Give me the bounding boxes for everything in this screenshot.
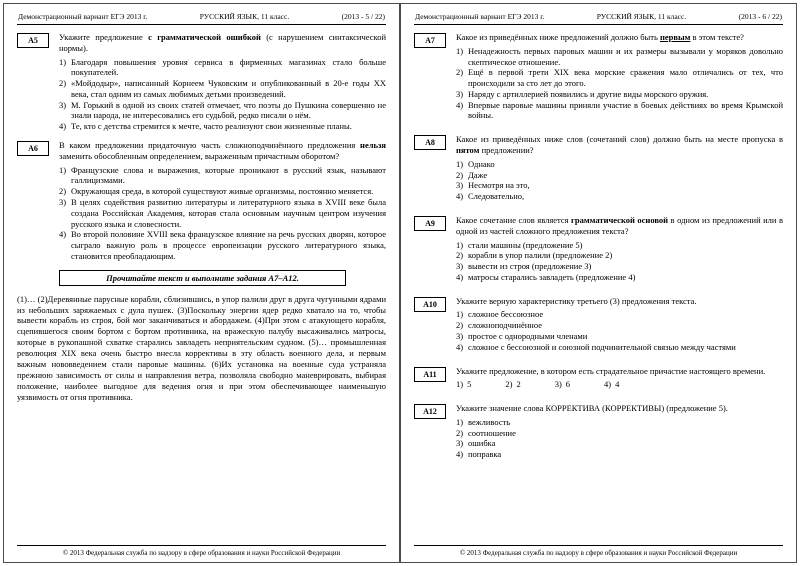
option-text: Несмотря на это, — [468, 180, 530, 191]
option-number: 4) — [456, 341, 464, 352]
question-post: в этом тексте? — [690, 32, 744, 42]
question-pre: Укажите верную характеристику третьего (3) предложения текста. — [456, 295, 697, 306]
option-number: 2) — [456, 250, 464, 261]
task-a8 — [414, 134, 783, 202]
option-text: Даже — [468, 169, 488, 180]
question-pre: Укажите значение слова КОРРЕКТИВА (КОРРЕКТИВЫ) (предложение 5). — [456, 403, 728, 414]
option — [456, 342, 783, 353]
option — [505, 379, 520, 390]
option — [456, 449, 783, 460]
option-text: Следовательно, — [468, 191, 525, 202]
exam-page-5 — [3, 3, 400, 563]
option — [456, 191, 783, 202]
task-a9 — [414, 215, 783, 283]
option-number: 1) — [456, 309, 464, 320]
task-a5-body — [59, 32, 386, 132]
option-text: 2 — [516, 379, 521, 390]
task-a7-options — [456, 46, 783, 121]
option — [456, 320, 783, 331]
option — [59, 121, 386, 132]
option — [456, 46, 783, 68]
task-a6-options — [59, 165, 386, 262]
option-text: Окружающая среда, в которой существуют живые организмы, постоянно меняется. — [71, 186, 374, 197]
question-pre: Какое из приведённых ниже слов (сочетаний слов) должно быть на месте пропуска в — [456, 134, 783, 145]
option-text: Однако — [468, 158, 495, 169]
instruction-box: Прочитайте текст и выполните задания А7–А12. — [59, 270, 346, 286]
option-text: 5 — [467, 379, 472, 390]
option — [456, 180, 783, 191]
option — [456, 272, 783, 283]
option — [456, 250, 783, 261]
option-text: «Мойдодыр», написанный Корнеем Чуковским и опубликованный в 20-е годы XX века, стал одним из самых любимых детьми произведений. — [71, 78, 386, 99]
page-header — [414, 11, 783, 25]
option-text: стали машины (предложение 5) — [468, 239, 583, 250]
option-number: 3) — [59, 99, 67, 110]
task-a12-body — [456, 403, 783, 460]
question-pre: Какое из приведённых ниже предложений должно быть — [456, 32, 660, 42]
option-number: 1) — [59, 56, 67, 67]
task-a8-body — [456, 134, 783, 202]
option-text: матросы старались завладеть (предложение 4) — [468, 271, 636, 282]
option — [456, 100, 783, 122]
task-id-badge-a7: А7 — [414, 33, 446, 48]
option-number: 4) — [456, 99, 464, 110]
page-footer: © 2013 Федеральная служба по надзору в сфере образования и науки Российской Федерации — [414, 545, 783, 557]
option-number: 2) — [59, 78, 67, 89]
option — [456, 309, 783, 320]
option — [456, 240, 783, 251]
question-pre: Укажите предложение, в котором есть страдательное причастие настоящего времени. — [456, 365, 766, 376]
option-number: 1) — [59, 164, 67, 175]
task-a10-question — [456, 296, 783, 307]
task-id-badge-a8: А8 — [414, 135, 446, 150]
option-text: сложное бессоюзное — [468, 309, 544, 320]
exam-page-6 — [400, 3, 797, 563]
option-number: 4) — [456, 271, 464, 282]
option-text: 6 — [565, 379, 571, 390]
option-text: корабли в упор палили (предложение 2) — [468, 250, 613, 261]
question-pre: Какое сочетание слов является — [456, 214, 572, 225]
option — [59, 165, 386, 187]
option — [456, 89, 783, 100]
option-number: 1) — [456, 158, 464, 169]
task-a12-question — [456, 403, 783, 414]
option-text: Те, кто с детства стремится к мечте, часто реализуют свои жизненные планы. — [71, 121, 352, 132]
task-a6-question — [59, 140, 386, 162]
option-number: 1) — [456, 45, 464, 56]
option-number: 4) — [456, 449, 464, 460]
option — [59, 186, 386, 197]
option-number: 4) — [59, 121, 67, 132]
option — [456, 159, 783, 170]
option — [456, 170, 783, 181]
task-a11-question — [456, 366, 783, 377]
task-a11 — [414, 366, 783, 391]
option-text: вывести из строя (предложение 3) — [468, 261, 592, 272]
question-post: (с нарушением синтаксической нормы). — [59, 32, 386, 53]
task-a10-body — [456, 296, 783, 353]
option-text: соотношение — [468, 427, 516, 438]
option-text: поправка — [468, 449, 502, 460]
option-number: 2) — [456, 67, 464, 78]
task-a9-body — [456, 215, 783, 283]
option — [59, 57, 386, 79]
option-number: 1) — [456, 416, 464, 427]
task-id-badge-a10: А10 — [414, 297, 446, 312]
option-number: 1) — [456, 239, 464, 250]
option-number: 3) — [456, 180, 464, 191]
option — [604, 379, 619, 390]
task-id-badge-a6: А6 — [17, 141, 49, 156]
option-text: Впервые паровые машины приняли участие в боевых действиях во время Крымской войны. — [468, 99, 783, 121]
option-number: 4) — [456, 191, 464, 202]
option — [59, 78, 386, 100]
header-page-ref: (2013 - 5 / 22) — [341, 12, 385, 21]
option-text: сложноподчинённое — [468, 320, 542, 331]
task-a11-body — [456, 366, 783, 391]
question-post: в одном из предложений или в одной из частей сложного предложения текста? — [456, 214, 783, 236]
task-a11-options — [456, 379, 783, 390]
option-number: 2) — [456, 320, 464, 331]
option-number: 2) — [505, 379, 513, 390]
option-number: 4) — [604, 379, 612, 390]
question-emphasis: грамматической основой — [571, 214, 669, 225]
option — [59, 197, 386, 229]
option — [456, 331, 783, 342]
task-a12-options — [456, 417, 783, 460]
option-text: вежливость — [468, 416, 511, 427]
question-post: заменить обособленным определением, выраженным причастным оборотом? — [59, 150, 340, 161]
question-emphasis: нельзя — [360, 140, 386, 151]
option — [456, 379, 471, 390]
option-text: Во второй половине XVIII века французское влияние на речь русских дворян, которое сыграло важную роль в процессе европеизации русского литературного языка, становится преобладающим. — [71, 229, 386, 261]
question-pre: В каком предложении придаточную часть сложноподчинённого предложения — [59, 140, 361, 151]
task-id-badge-a12: А12 — [414, 404, 446, 419]
task-a7 — [414, 32, 783, 121]
task-id-badge-a5: А5 — [17, 33, 49, 48]
option-number: 3) — [554, 379, 562, 390]
option-text: Ещё в первой трети XIX века морские сражения мало отличались от тех, что происходили за сто лет до этого. — [468, 67, 783, 89]
task-a8-options — [456, 159, 783, 202]
task-a8-question — [456, 134, 783, 156]
question-post: предложении? — [479, 145, 534, 156]
option-text: 4 — [615, 379, 620, 390]
task-a10-options — [456, 309, 783, 352]
option — [456, 438, 783, 449]
task-a6-body — [59, 140, 386, 262]
option-number: 3) — [59, 196, 67, 207]
task-a5 — [17, 32, 386, 132]
header-subject: РУССКИЙ ЯЗЫК, 11 класс. — [199, 12, 290, 21]
option — [59, 100, 386, 122]
task-a9-options — [456, 240, 783, 283]
option-text: простое с однородными членами — [468, 330, 588, 341]
header-title: Демонстрационный вариант ЕГЭ 2013 г. — [415, 12, 545, 21]
task-a12 — [414, 403, 783, 460]
task-id-badge-a9: А9 — [414, 216, 446, 231]
option-text: М. Горький в одной из своих статей отмечает, что поэты до Пушкина совершенно не знали народа, не интересовались его судьбой, редко писали о нём. — [71, 99, 386, 121]
option-text: В целях содействия развитию литературы и литературного языка в XVIII веке была создана Российская Академия, которая стала основным научным центром изучения русского языка и словесности. — [71, 196, 386, 229]
question-pre: Укажите предложение — [59, 32, 149, 42]
option-number: 3) — [456, 88, 464, 99]
task-a6 — [17, 140, 386, 262]
page-footer: © 2013 Федеральная служба по надзору в сфере образования и науки Российской Федерации — [17, 545, 386, 557]
question-emphasis: первым — [659, 32, 691, 42]
option-number: 2) — [59, 186, 67, 197]
option-number: 3) — [456, 261, 464, 272]
task-id-badge-a11: А11 — [414, 367, 446, 382]
option-text: Благодаря повышения уровня сервиса в фирменных магазинах стало больше покупателей. — [71, 56, 386, 78]
header-title: Демонстрационный вариант ЕГЭ 2013 г. — [18, 12, 148, 21]
page-header — [17, 11, 386, 25]
option-number: 2) — [456, 427, 464, 438]
option-number: 3) — [456, 330, 464, 341]
option-text: ошибка — [468, 438, 496, 449]
option-text: Наряду с артиллерией появились и другие виды морского оружия. — [468, 88, 709, 99]
option — [59, 229, 386, 261]
option — [555, 379, 570, 390]
option-number: 4) — [59, 229, 67, 240]
option — [456, 417, 783, 428]
option — [456, 428, 783, 439]
option-text: сложное с бессоюзной и союзной подчинительной связью между частями — [468, 341, 736, 352]
question-emphasis: пятом — [456, 145, 480, 156]
option-text: Французские слова и выражения, которые проникают в русский язык, называют галлицизмами. — [71, 164, 386, 186]
option-number: 1) — [456, 379, 464, 390]
task-a7-body — [456, 32, 783, 121]
task-a7-question — [456, 32, 783, 43]
header-subject: РУССКИЙ ЯЗЫК, 11 класс. — [596, 12, 687, 21]
option-number: 3) — [456, 438, 464, 449]
task-a9-question — [456, 215, 783, 237]
option-text: Ненадежность первых паровых машин и их размеры вызывали у моряков довольно скептическое отношение. — [468, 45, 783, 67]
option — [456, 67, 783, 89]
header-page-ref: (2013 - 6 / 22) — [738, 12, 782, 21]
reading-passage: (1)… (2)Деревянные парусные корабли, сблизившись, в упор палили друг в друга чугунными ядрами из небольших заряжаемых с дула пушек. (3)Поскольку энергии ядер редко хватало на то, чтобы вывести корабль из строя, бой мог заканчиваться и абордажем. (4)При этом с атакующего корабля, сцепившегося своим бортом с бортом противника, на вражескую палубу высаживались матросы, которые в рукопашной схватке старались завладеть неприятельским судном. (5)… промышленная революция XIX века очень быстро внесла коррективы в эту область военного дела, и первым важным нововведением стали паровые машины. (6)Их установка на военные суда устраняла прежнюю зависимость от силы и направления ветра, позволяла свободно маневрировать, выбирая положение, наиболее выгодное для ведения огня и при этом обеспечивающее наименьшую уязвимость от огня противника. — [17, 293, 386, 402]
question-emphasis: с грамматической ошибкой — [148, 32, 261, 42]
option — [456, 261, 783, 272]
option-number: 2) — [456, 169, 464, 180]
task-a5-options — [59, 57, 386, 132]
task-a5-question — [59, 32, 386, 54]
task-a10 — [414, 296, 783, 353]
